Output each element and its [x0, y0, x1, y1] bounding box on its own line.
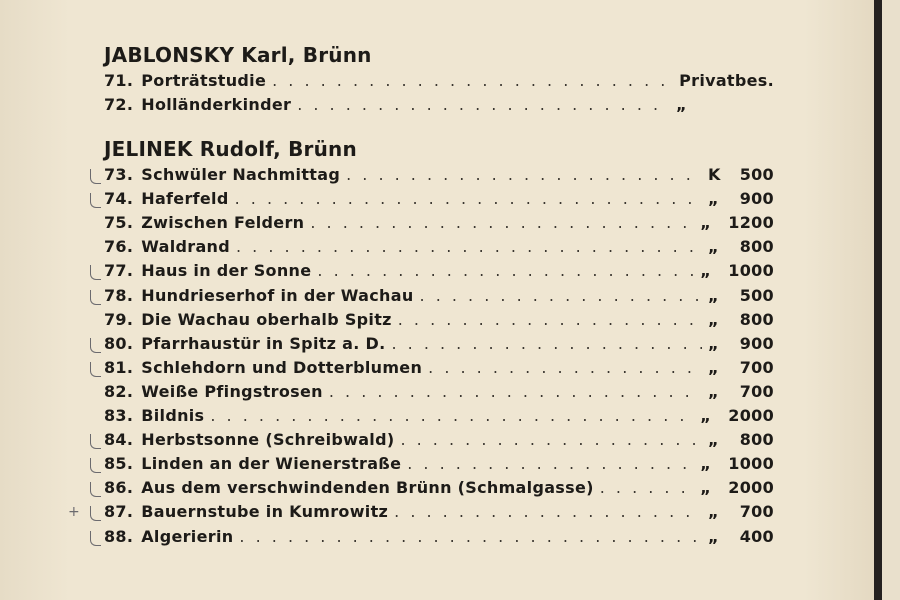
entry-price — [700, 454, 774, 473]
entry-price — [676, 95, 704, 114]
currency-mark: „ — [708, 430, 719, 449]
currency-mark: „ — [708, 237, 719, 256]
currency-mark: „ — [700, 261, 712, 280]
entry-number: 73. — [104, 165, 134, 184]
entry-title: Herbstsonne (Schreibwald) — [141, 430, 395, 449]
catalog-entry — [104, 454, 774, 478]
entry-title: Linden an der Wienerstraße — [141, 454, 402, 473]
catalog-entry — [104, 237, 774, 261]
price-value: 800 — [739, 430, 774, 449]
entry-price — [708, 358, 774, 377]
currency-mark: „ — [700, 406, 712, 425]
entry-number: 75. — [104, 213, 134, 232]
price-value: 500 — [739, 286, 774, 305]
currency-mark: „ — [708, 502, 719, 521]
dot-leader — [420, 286, 702, 305]
entry-title: Aus dem verschwindenden Brünn (Schmalgasse) — [141, 478, 594, 497]
entry-title: Pfarrhaustür in Spitz a. D. — [141, 334, 386, 353]
entry-price — [700, 478, 774, 497]
entry-title: Bauernstube in Kumrowitz — [141, 502, 389, 521]
entry-price — [708, 334, 774, 353]
catalog-entry — [104, 406, 774, 430]
pencil-tick-mark — [90, 169, 101, 184]
dot-leader — [310, 213, 694, 232]
pencil-plus-mark: + — [68, 504, 80, 520]
dot-leader — [235, 189, 702, 208]
price-value: 800 — [739, 310, 774, 329]
entry-title: Porträtstudie — [141, 71, 267, 90]
dot-leader — [398, 310, 702, 329]
price-value: 1000 — [728, 261, 774, 280]
entry-price — [708, 237, 774, 256]
entry-number: 88. — [104, 527, 134, 546]
entry-number: 77. — [104, 261, 134, 280]
entry-title: Holländerkinder — [141, 95, 292, 114]
entry-title: Die Wachau oberhalb Spitz — [141, 310, 392, 329]
pencil-tick-mark — [90, 290, 101, 305]
price-value: 400 — [739, 527, 774, 546]
entry-number: 72. — [104, 95, 134, 114]
entry-title: Schwüler Nachmittag — [141, 165, 341, 184]
entry-title: Zwischen Feldern — [141, 213, 305, 232]
catalog-entry — [104, 286, 774, 310]
entry-title: Hundrieserhof in der Wachau — [141, 286, 414, 305]
currency-mark: K — [708, 165, 721, 184]
entry-price — [708, 189, 774, 208]
entry-number: 76. — [104, 237, 134, 256]
dot-leader — [329, 382, 702, 401]
entry-price — [700, 261, 774, 280]
dot-leader — [297, 95, 670, 114]
dot-leader — [272, 71, 673, 90]
entry-title: Algerierin — [141, 527, 234, 546]
entry-number: 86. — [104, 478, 134, 497]
catalog-entry — [104, 95, 704, 119]
currency-mark: „ — [700, 478, 712, 497]
catalog-entry — [104, 334, 774, 358]
dot-leader — [210, 406, 694, 425]
currency-mark: „ — [700, 213, 712, 232]
currency-mark: „ — [708, 189, 719, 208]
price-value: 700 — [739, 502, 774, 521]
price-value: 800 — [739, 237, 774, 256]
catalog-entry — [104, 527, 774, 551]
artist-heading: JABLONSKY Karl, Brünn — [104, 43, 372, 67]
currency-mark: „ — [708, 527, 719, 546]
entry-number: 83. — [104, 406, 134, 425]
entry-price — [708, 502, 774, 521]
scan-background — [882, 0, 900, 600]
price-value: 1000 — [728, 454, 774, 473]
entry-number: 80. — [104, 334, 134, 353]
price-value: 1200 — [728, 213, 774, 232]
dot-leader — [346, 165, 702, 184]
currency-mark: „ — [708, 310, 719, 329]
entry-number: 78. — [104, 286, 134, 305]
dot-leader — [391, 334, 702, 353]
catalog-entry — [104, 261, 774, 285]
catalog-entry — [104, 310, 774, 334]
dot-leader — [600, 478, 695, 497]
price-value: 700 — [739, 382, 774, 401]
entry-number: 84. — [104, 430, 134, 449]
entry-title: Weiße Pfingstrosen — [141, 382, 323, 401]
catalog-entry — [104, 502, 774, 526]
entry-number: 85. — [104, 454, 134, 473]
entry-title: Haferfeld — [141, 189, 229, 208]
price-value: 700 — [739, 358, 774, 377]
price-value: 2000 — [728, 406, 774, 425]
currency-mark: „ — [700, 454, 712, 473]
currency-mark: „ — [708, 334, 719, 353]
entry-number: 74. — [104, 189, 134, 208]
entry-owner: Privatbes. — [679, 71, 774, 90]
catalog-entry — [104, 478, 774, 502]
pencil-tick-mark — [90, 265, 101, 280]
entry-number: 82. — [104, 382, 134, 401]
pencil-tick-mark — [90, 362, 101, 377]
price-value: 900 — [739, 334, 774, 353]
entry-price — [708, 310, 774, 329]
entry-number: 81. — [104, 358, 134, 377]
entry-price — [700, 406, 774, 425]
entry-price — [708, 382, 774, 401]
page-edge-border — [874, 0, 882, 600]
entry-number: 71. — [104, 71, 134, 90]
pencil-tick-mark — [90, 506, 101, 521]
dot-leader — [236, 237, 702, 256]
catalog-entry — [104, 213, 774, 237]
price-value: 500 — [739, 165, 774, 184]
pencil-tick-mark — [90, 434, 101, 449]
entry-number: 79. — [104, 310, 134, 329]
price-value: 900 — [739, 189, 774, 208]
entry-title: Waldrand — [141, 237, 230, 256]
entry-number: 87. — [104, 502, 134, 521]
entry-price — [708, 430, 774, 449]
entry-title: Haus in der Sonne — [141, 261, 312, 280]
dot-leader — [407, 454, 694, 473]
catalog-entry — [104, 71, 774, 95]
entry-title: Schlehdorn und Dotterblumen — [141, 358, 423, 377]
pencil-tick-mark — [90, 531, 101, 546]
catalog-entry — [104, 382, 774, 406]
pencil-tick-mark — [90, 482, 101, 497]
ditto-mark: „ — [676, 95, 687, 114]
dot-leader — [400, 430, 702, 449]
entry-price — [708, 165, 774, 184]
dot-leader — [394, 502, 702, 521]
catalog-entry — [104, 358, 774, 382]
entry-price — [708, 527, 774, 546]
price-value: 2000 — [728, 478, 774, 497]
pencil-tick-mark — [90, 458, 101, 473]
dot-leader — [428, 358, 702, 377]
dot-leader — [317, 261, 694, 280]
pencil-tick-mark — [90, 338, 101, 353]
dot-leader — [239, 527, 702, 546]
artist-heading: JELINEK Rudolf, Brünn — [104, 137, 357, 161]
currency-mark: „ — [708, 382, 719, 401]
catalog-entry — [104, 430, 774, 454]
entry-price — [679, 71, 774, 90]
currency-mark: „ — [708, 286, 719, 305]
catalog-entry — [104, 165, 774, 189]
entry-title: Bildnis — [141, 406, 205, 425]
catalog-entry — [104, 189, 774, 213]
entry-price — [700, 213, 774, 232]
pencil-tick-mark — [90, 193, 101, 208]
currency-mark: „ — [708, 358, 719, 377]
entry-price — [708, 286, 774, 305]
